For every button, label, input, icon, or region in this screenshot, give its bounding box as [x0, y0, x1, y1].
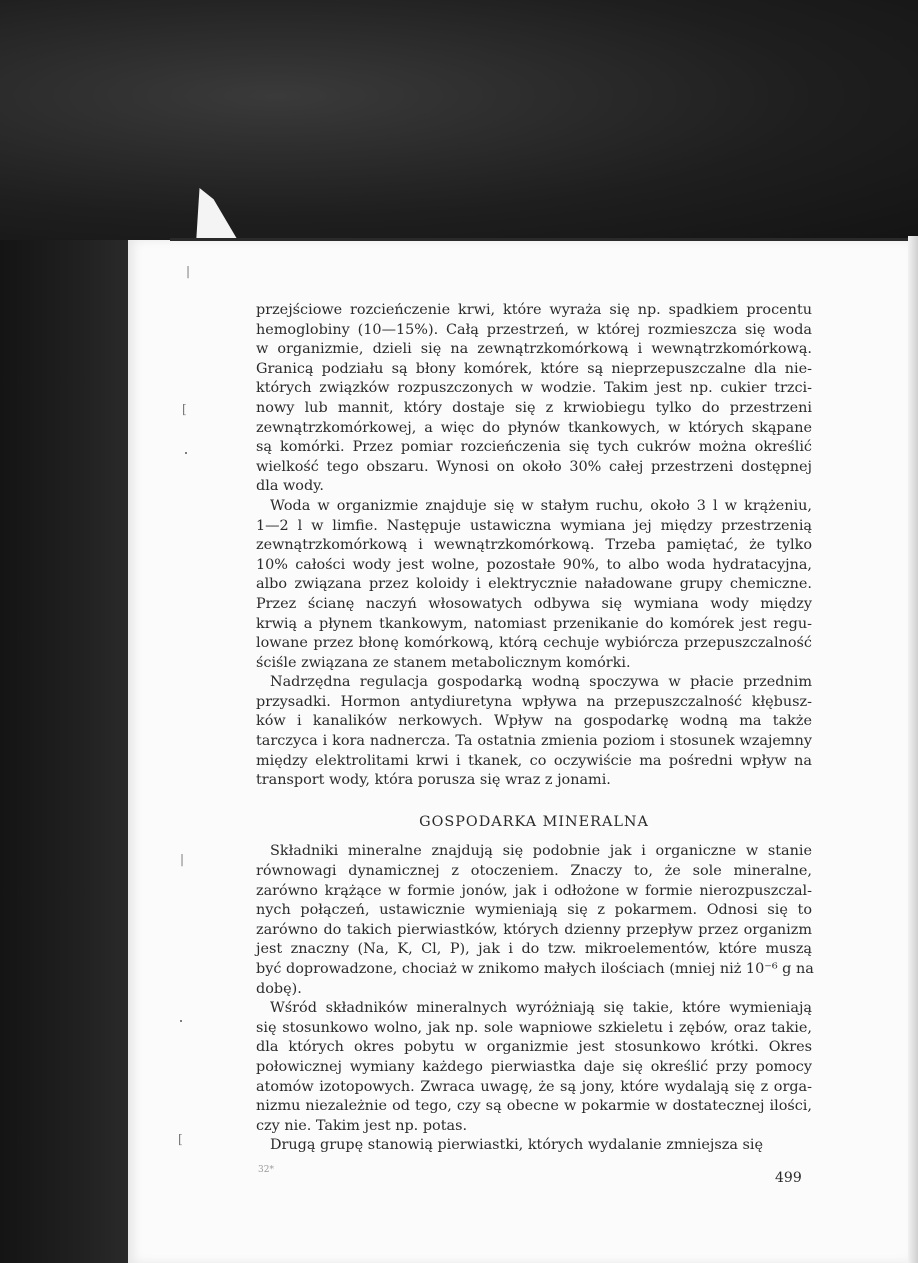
text-line: Wśród składników mineralnych wyróżniają się takie, które wymieniają	[270, 1000, 812, 1017]
paragraph	[256, 497, 812, 673]
text-line: dobę).	[256, 980, 302, 997]
text-line: przejściowe rozcieńczenie krwi, które wyraża się np. spadkiem procentu	[256, 302, 812, 318]
text-line: krwią a płynem tkankowym, natomiast przenikanie do komórek jest regu-	[256, 615, 812, 632]
margin-mark: |	[180, 852, 185, 866]
text-line: zarówno krążące w formie jonów, jak i odłożone w formie nierozpuszczal-	[256, 882, 812, 899]
text-line: transport wody, która porusza się wraz z jonami.	[256, 772, 611, 789]
text-line: zewnątrzkomórkowej, a więc do płynów tkankowych, w których skąpane	[256, 419, 812, 436]
text-line: zarówno do takich pierwiastków, których dzienny przepływ przez organizm	[256, 921, 812, 938]
text-line: których związków rozpuszczonych w wodzie. Takim jest np. cukier trzci-	[256, 380, 812, 397]
section-heading: GOSPODARKA MINERALNA	[419, 813, 649, 830]
text-line: nowy lub mannit, który dostaje się z krwiobiegu tylko do przestrzeni	[256, 399, 812, 416]
text-line: dla których okres pobytu w organizmie jest stosunkowo krótki. Okres	[256, 1039, 812, 1056]
paragraph	[256, 301, 812, 497]
text-line: Woda w organizmie znajduje się w stałym ruchu, około 3 l w krążeniu,	[270, 497, 812, 514]
text-line: ków i kanalików nerkowych. Wpływ na gospodarkę wodną ma także	[256, 713, 812, 730]
dust-speck	[180, 1020, 182, 1022]
paragraph	[256, 673, 812, 791]
paragraph	[256, 999, 812, 1136]
text-line: dla wody.	[256, 478, 324, 495]
text-line: hemoglobiny (10—15%). Całą przestrzeń, w której rozmieszcza się woda	[256, 321, 812, 338]
margin-mark: [	[182, 402, 187, 416]
text-line: są komórki. Przez pomiar rozcieńczenia się tych cukrów można określić	[256, 439, 812, 456]
scanner-background	[0, 0, 918, 240]
text-line: nych połączeń, ustawicznie wymieniają się z pokarmem. Odnosi się to	[256, 902, 812, 919]
text-line: zewnątrzkomórkową i wewnątrzkomórkową. Trzeba pamiętać, że tylko	[256, 537, 812, 554]
text-line: Składniki mineralne znajdują się podobnie jak i organiczne w stanie	[270, 843, 812, 860]
text-line: Granicą podziału są błony komórek, które są nieprzepuszczalne dla nie-	[256, 360, 812, 377]
text-line: albo związana przez koloidy i elektrycznie naładowane grupy chemiczne.	[256, 576, 812, 593]
text-line: wielkość tego obszaru. Wynosi on około 30% całej przestrzeni dostępnej	[256, 458, 812, 475]
dust-speck	[185, 452, 187, 454]
text-line: czy nie. Takim jest np. potas.	[256, 1117, 468, 1134]
text-line: być doprowadzone, chociaż w znikomo małych ilościach (mniej niż 10⁻⁶ g na	[256, 961, 814, 977]
scanner-left-edge	[0, 240, 128, 1263]
margin-mark: |	[186, 264, 191, 278]
text-line: 1—2 l w limfie. Następuje ustawiczna wymiana jej między przestrzenią	[256, 517, 812, 534]
text-line: ściśle związana ze stanem metabolicznym komórki.	[256, 654, 631, 671]
page-top-edge	[170, 238, 910, 241]
text-line: atomów izotopowych. Zwraca uwagę, że są jony, które wydalają się z orga-	[256, 1078, 812, 1095]
body-text	[256, 301, 812, 1156]
paragraph	[256, 842, 812, 999]
text-line: przysadki. Hormon antydiuretyna wpływa na przepuszczalność kłębusz-	[256, 693, 812, 710]
signature-mark: 32*	[258, 1165, 274, 1175]
text-line: Drugą grupę stanowią pierwiastki, których wydalanie zmniejsza się	[270, 1137, 763, 1154]
text-line: lowane przez błonę komórkową, którą cechuje wybiórcza przepuszczalność	[256, 635, 812, 652]
page-right-edge	[908, 236, 918, 1263]
text-line: 10% całości wody jest wolne, pozostałe 90%, to albo woda hydratacyjna,	[256, 556, 812, 573]
text-line: między elektrolitami krwi i tkanek, co oczywiście ma pośredni wpływ na	[256, 752, 812, 769]
text-line: równowagi dynamicznej z otoczeniem. Znaczy to, że sole mineralne,	[256, 863, 812, 880]
margin-mark: [	[178, 1132, 183, 1146]
text-line: jest znaczny (Na, K, Cl, P), jak i do tzw. mikroelementów, które muszą	[256, 941, 812, 958]
text-line: w organizmie, dzieli się na zewnątrzkomórkową i wewnątrzkomórkową.	[256, 341, 812, 358]
text-line: nizmu niezależnie od tego, czy są obecne w pokarmie w dostatecznej ilości,	[256, 1098, 812, 1115]
text-line: Nadrzędna regulacja gospodarką wodną spoczywa w płacie przednim	[270, 674, 812, 691]
text-line: połowicznej wymiany każdego pierwiastka daje się określić przy pomocy	[256, 1058, 812, 1075]
paragraph	[256, 1136, 812, 1156]
text-line: Przez ścianę naczyń włosowatych odbywa się wymiana wody między	[256, 595, 812, 612]
text-line: się stosunkowo wolno, jak np. sole wapniowe szkieletu i zębów, oraz takie,	[256, 1019, 812, 1036]
page-number: 499	[775, 1170, 802, 1186]
text-line: tarczyca i kora nadnercza. Ta ostatnia zmienia poziom i stosunek wzajemny	[256, 733, 812, 750]
